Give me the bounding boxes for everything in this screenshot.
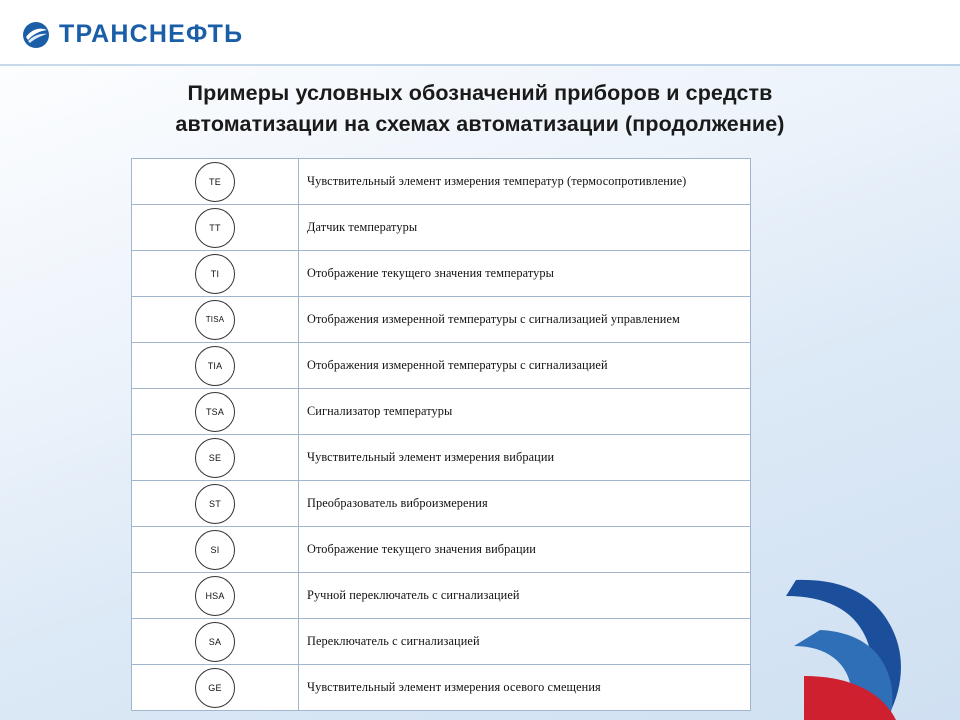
table-row xyxy=(132,297,751,343)
description-cell: Чувствительный элемент измерения осевого смещения xyxy=(299,665,751,711)
description-cell: Отображение текущего значения вибрации xyxy=(299,527,751,573)
description-cell: Сигнализатор температуры xyxy=(299,389,751,435)
instrument-symbol-circle: SA xyxy=(195,622,235,662)
symbols-table xyxy=(131,158,751,711)
page-title-line1: Примеры условных обозначений приборов и средств xyxy=(187,81,773,105)
symbols-table-wrapper xyxy=(131,158,751,711)
symbol-cell xyxy=(132,389,299,435)
symbol-cell xyxy=(132,159,299,205)
instrument-symbol-circle: TE xyxy=(195,162,235,202)
instrument-symbol-circle: SE xyxy=(195,438,235,478)
table-row xyxy=(132,343,751,389)
header-divider xyxy=(0,64,960,66)
symbol-cell xyxy=(132,297,299,343)
table-row xyxy=(132,619,751,665)
description-cell: Отображения измеренной температуры с сигнализацией управлением xyxy=(299,297,751,343)
table-row xyxy=(132,205,751,251)
instrument-symbol-circle: SI xyxy=(195,530,235,570)
description-cell: Преобразователь виброизмерения xyxy=(299,481,751,527)
symbol-cell xyxy=(132,573,299,619)
table-row xyxy=(132,435,751,481)
table-row xyxy=(132,481,751,527)
instrument-symbol-circle: TIA xyxy=(195,346,235,386)
description-cell: Отображения измеренной температуры с сигнализацией xyxy=(299,343,751,389)
instrument-symbol-circle: HSA xyxy=(195,576,235,616)
symbol-cell xyxy=(132,481,299,527)
table-row xyxy=(132,527,751,573)
symbol-cell xyxy=(132,435,299,481)
table-row xyxy=(132,665,751,711)
instrument-symbol-circle: TSA xyxy=(195,392,235,432)
symbol-cell xyxy=(132,619,299,665)
instrument-symbol-circle: ST xyxy=(195,484,235,524)
brand-name: ТРАНСНЕФТЬ xyxy=(59,20,244,48)
instrument-symbol-circle: TI xyxy=(195,254,235,294)
symbol-cell xyxy=(132,205,299,251)
brand-logo xyxy=(22,20,243,49)
description-cell: Чувствительный элемент измерения вибрации xyxy=(299,435,751,481)
description-cell: Датчик температуры xyxy=(299,205,751,251)
instrument-symbol-circle: TISA xyxy=(195,300,235,340)
transneft-logo-icon xyxy=(22,21,50,49)
symbol-cell xyxy=(132,251,299,297)
instrument-symbol-circle: GE xyxy=(195,668,235,708)
description-cell: Переключатель с сигнализацией xyxy=(299,619,751,665)
instrument-symbol-circle: TT xyxy=(195,208,235,248)
symbol-cell xyxy=(132,343,299,389)
symbol-cell xyxy=(132,527,299,573)
table-row xyxy=(132,251,751,297)
description-cell: Отображение текущего значения температуры xyxy=(299,251,751,297)
table-row xyxy=(132,159,751,205)
page-title-line2: автоматизации на схемах автоматизации (продолжение) xyxy=(175,112,785,137)
description-cell: Чувствительный элемент измерения температур (термосопротивление) xyxy=(299,159,751,205)
table-row xyxy=(132,573,751,619)
description-cell: Ручной переключатель с сигнализацией xyxy=(299,573,751,619)
page-title xyxy=(60,78,900,140)
table-row xyxy=(132,389,751,435)
symbol-cell xyxy=(132,665,299,711)
